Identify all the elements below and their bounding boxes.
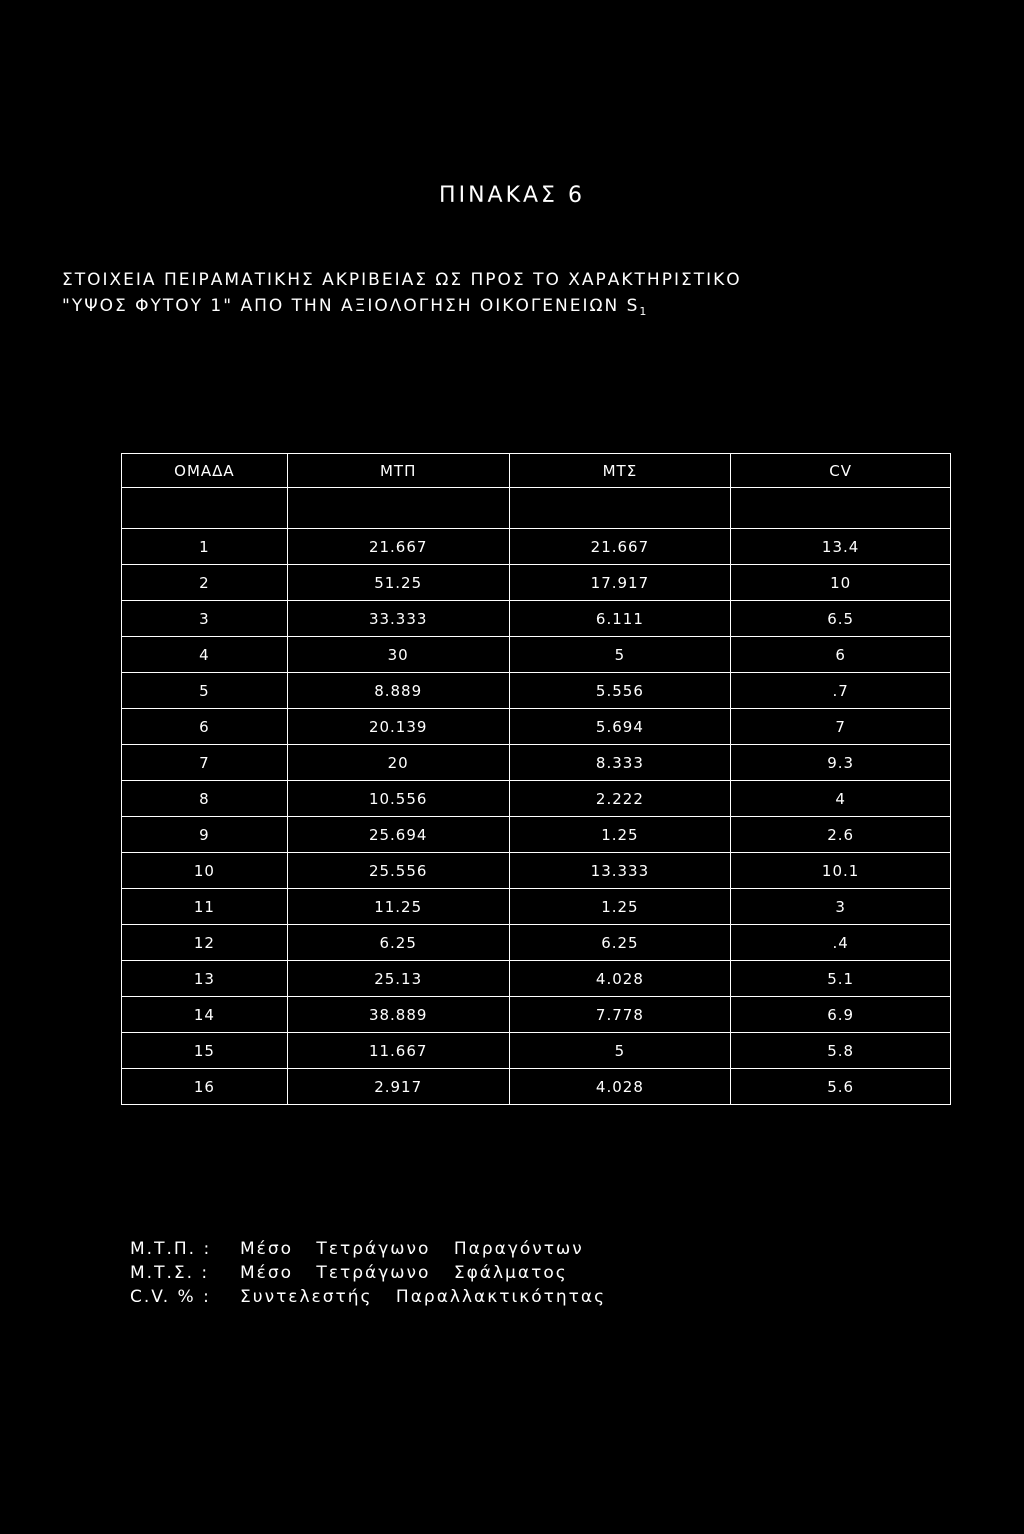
cell-mtp: 11.25: [287, 889, 509, 925]
cell-cv: 2.6: [731, 817, 951, 853]
cell-mts: 1.25: [509, 817, 731, 853]
legend-abbreviation: C.V. % :: [130, 1287, 211, 1307]
cell-mts: 17.917: [509, 565, 731, 601]
subtitle-subscript: 1: [639, 305, 647, 318]
subtitle-line-1-text: ΣΤΟΙΧΕΙΑ ΠΕΙΡΑΜΑΤΙΚΗΣ ΑΚΡΙΒΕΙΑΣ ΩΣ ΠΡΟΣ ΤΟ ΧΑΡΑΚΤΗΡΙΣΤΙΚΟ: [62, 270, 742, 290]
cell-group: 3: [122, 601, 288, 637]
cell-mtp: 6.25: [287, 925, 509, 961]
cell-mts: 5: [509, 1033, 731, 1069]
legend-description: Συντελεστής Παραλλακτικότητας: [240, 1287, 607, 1307]
cell-mtp: 2.917: [287, 1069, 509, 1105]
cell-mtp: 10.556: [287, 781, 509, 817]
header-group: ΟΜΑΔΑ: [122, 454, 288, 488]
cell-mts: 1.25: [509, 889, 731, 925]
cell-mts: 4.028: [509, 1069, 731, 1105]
cell-cv: 5.1: [731, 961, 951, 997]
legend-item: [130, 1237, 606, 1261]
cell-mtp: 30: [287, 637, 509, 673]
table-row: [122, 781, 951, 817]
cell-mtp: 8.889: [287, 673, 509, 709]
cell-cv: 4: [731, 781, 951, 817]
cell-group: 12: [122, 925, 288, 961]
table-row: [122, 817, 951, 853]
legend: [130, 1237, 606, 1309]
cell-group: 10: [122, 853, 288, 889]
cell-cv: .4: [731, 925, 951, 961]
page-title: ΠΙΝΑΚΑΣ 6: [439, 183, 585, 208]
subtitle-line-1: [62, 270, 742, 290]
cell-mts: 13.333: [509, 853, 731, 889]
spacer-cell: [122, 488, 288, 529]
cell-cv: 9.3: [731, 745, 951, 781]
cell-group: 8: [122, 781, 288, 817]
cell-mts: 6.25: [509, 925, 731, 961]
cell-mtp: 38.889: [287, 997, 509, 1033]
cell-cv: 6: [731, 637, 951, 673]
legend-item: [130, 1261, 606, 1285]
table-row: [122, 1069, 951, 1105]
table-row: [122, 529, 951, 565]
table-row: [122, 961, 951, 997]
header-mtp: ΜΤΠ: [287, 454, 509, 488]
cell-group: 7: [122, 745, 288, 781]
cell-mts: 2.222: [509, 781, 731, 817]
cell-mtp: 11.667: [287, 1033, 509, 1069]
table-row: [122, 745, 951, 781]
spacer-cell: [731, 488, 951, 529]
cell-cv: .7: [731, 673, 951, 709]
table-row: [122, 637, 951, 673]
table-row: [122, 889, 951, 925]
cell-cv: 6.9: [731, 997, 951, 1033]
legend-abbreviation: Μ.Τ.Π. :: [130, 1239, 212, 1259]
cell-cv: 3: [731, 889, 951, 925]
spacer-cell: [509, 488, 731, 529]
cell-mts: 21.667: [509, 529, 731, 565]
legend-item: [130, 1285, 606, 1309]
legend-description: Μέσο Τετράγωνο Σφάλματος: [240, 1263, 568, 1283]
cell-group: 11: [122, 889, 288, 925]
legend-description: Μέσο Τετράγωνο Παραγόντων: [240, 1239, 584, 1259]
header-cv: CV: [731, 454, 951, 488]
table-row: [122, 1033, 951, 1069]
cell-group: 9: [122, 817, 288, 853]
cell-mtp: 25.694: [287, 817, 509, 853]
cell-group: 4: [122, 637, 288, 673]
cell-group: 16: [122, 1069, 288, 1105]
cell-mts: 5.556: [509, 673, 731, 709]
cell-mts: 7.778: [509, 997, 731, 1033]
cell-mts: 8.333: [509, 745, 731, 781]
cell-cv: 5.8: [731, 1033, 951, 1069]
table-body: [122, 488, 951, 1105]
cell-cv: 10: [731, 565, 951, 601]
cell-group: 14: [122, 997, 288, 1033]
table-header-row: [122, 454, 951, 488]
cell-group: 2: [122, 565, 288, 601]
cell-mts: 5: [509, 637, 731, 673]
cell-mtp: 51.25: [287, 565, 509, 601]
cell-group: 15: [122, 1033, 288, 1069]
legend-abbreviation: Μ.Τ.Σ. :: [130, 1263, 210, 1283]
cell-mtp: 20: [287, 745, 509, 781]
cell-cv: 6.5: [731, 601, 951, 637]
cell-cv: 5.6: [731, 1069, 951, 1105]
spacer-row: [122, 488, 951, 529]
table-row: [122, 997, 951, 1033]
cell-cv: 13.4: [731, 529, 951, 565]
table-row: [122, 709, 951, 745]
cell-group: 6: [122, 709, 288, 745]
cell-group: 1: [122, 529, 288, 565]
cell-cv: 7: [731, 709, 951, 745]
table-row: [122, 853, 951, 889]
cell-mtp: 20.139: [287, 709, 509, 745]
table-row: [122, 925, 951, 961]
cell-mtp: 21.667: [287, 529, 509, 565]
spacer-cell: [287, 488, 509, 529]
subtitle-line-2: [62, 296, 646, 318]
subtitle-line-2-text: "ΥΨΟΣ ΦΥΤΟΥ 1" ΑΠΟ ΤΗΝ ΑΞΙΟΛΟΓΗΣΗ ΟΙΚΟΓΕΝΕΙΩΝ S: [62, 296, 640, 316]
table-row: [122, 565, 951, 601]
cell-mtp: 25.13: [287, 961, 509, 997]
cell-mts: 5.694: [509, 709, 731, 745]
cell-mts: 4.028: [509, 961, 731, 997]
cell-mtp: 33.333: [287, 601, 509, 637]
cell-mts: 6.111: [509, 601, 731, 637]
cell-group: 5: [122, 673, 288, 709]
table-row: [122, 601, 951, 637]
cell-group: 13: [122, 961, 288, 997]
table-row: [122, 673, 951, 709]
cell-mtp: 25.556: [287, 853, 509, 889]
data-table: [121, 453, 951, 1105]
cell-cv: 10.1: [731, 853, 951, 889]
header-mts: ΜΤΣ: [509, 454, 731, 488]
